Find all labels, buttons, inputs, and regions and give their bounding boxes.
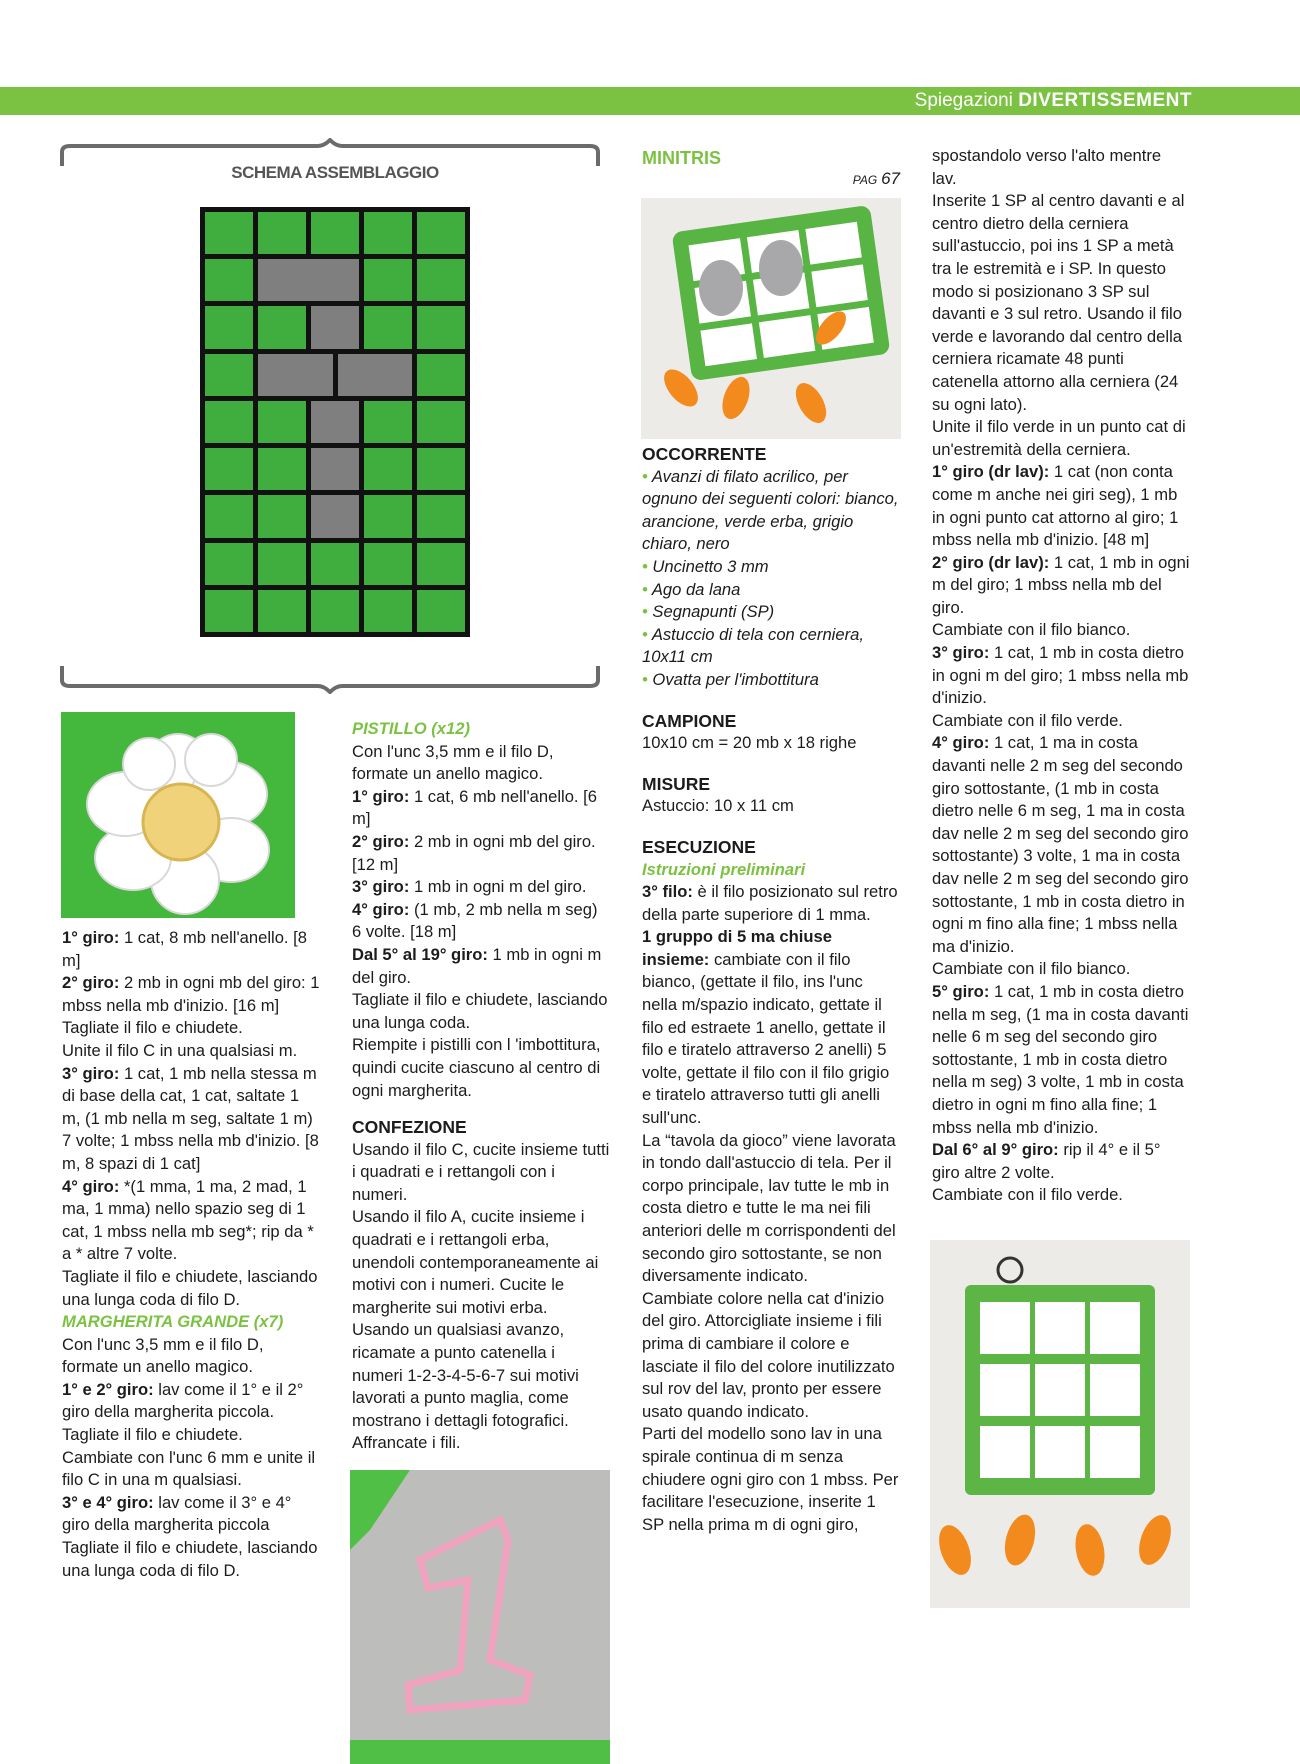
column-4 — [932, 145, 1190, 1207]
round-4: 4° giro: 1 cat, 1 ma in costa davanti nelle 2 m seg del secondo giro sottostante, (1 mb in costa dietro nelle 6 m seg, 1 ma in costa dav nelle 2 m seg del secondo giro sottostante) 3 volte, 1 ma in costa dav nelle 2 m seg del secondo giro sottostante, 1 mb in costa dietro in ogni m fino alla fine; 1 mbss nella ma d'inizio. — [932, 733, 1189, 956]
diagram-grass-cell — [205, 259, 253, 301]
paragraph: Con l'unc 3,5 mm e il filo D, formate un anello magico. — [352, 741, 554, 784]
round-2: 2° giro (dr lav): 1 cat, 1 mb in ogni m del giro; 1 mbss nella mb del giro. — [932, 552, 1190, 617]
diagram-grass-cell — [205, 354, 253, 396]
diagram-grass-cell — [364, 401, 412, 443]
diagram-grass-cell — [417, 401, 465, 443]
schema-title: SCHEMA ASSEMBLAGGIO — [231, 163, 439, 182]
diagram-grass-cell — [364, 495, 412, 537]
diagram-grass-cell — [258, 306, 306, 348]
round-2: 2° giro: 2 mb in ogni mb del giro. [12 m] — [352, 831, 596, 874]
diagram-grass-cell — [205, 495, 253, 537]
paragraph: Usando un qualsiasi avanzo, ricamate a punto catenella i numeri 1-2-3-4-5-6-7 sui motivi lavorati a punto maglia, come mostrano i dettagli fotografici. — [352, 1320, 579, 1430]
number-one-photo — [350, 1470, 610, 1764]
round-1: 1° giro (dr lav): 1 cat (non conta come m anche nei giri seg), 1 mb in ogni punto cat attorno al giro; 1 mbss nella mb d'inizio. [48 m] — [932, 462, 1179, 550]
round-2: 2° giro: 2 mb in ogni mb del giro: 1 mbss nella mb d'inizio. [16 m] — [62, 973, 320, 1015]
diagram-number-cell — [311, 448, 359, 490]
section-heading-pistillo: PISTILLO (x12) — [352, 719, 471, 738]
column-3 — [642, 147, 900, 189]
material-item: • Ago da lana — [642, 579, 741, 599]
diagram-grass-cell — [258, 590, 306, 632]
material-item: • Ovatta per l'imbottitura — [642, 669, 819, 689]
material-item: • Uncinetto 3 mm — [642, 556, 769, 576]
paragraph: Con l'unc 3,5 mm e il filo D, formate un anello magico. — [62, 1334, 264, 1377]
section-heading-confezione: CONFEZIONE — [352, 1117, 467, 1138]
round-1: 1° giro: 1 cat, 8 mb nell'anello. [8 m] — [62, 928, 307, 970]
diagram-grass-cell — [205, 590, 253, 632]
diagram-number-cell — [311, 401, 359, 443]
round-3: 3° giro: 1 mb in ogni m del giro. — [352, 877, 587, 897]
project-title: MINITRIS — [642, 148, 721, 168]
page-ref: PAG 67 — [852, 168, 900, 188]
paragraph: Unite il filo C in una qualsiasi m. — [62, 1040, 298, 1060]
paragraph: La “tavola da gioco” viene lavorata in tondo dall'astuccio di tela. Per il corpo principale, lav tutte le mb in costa dietro e tutte le ma nei fili anteriori delle m corrispondenti del secondo giro sottostante, se non diversamente indicato. — [642, 1130, 896, 1286]
material-item: • Avanzi di filato acrilico, per ognuno dei seguenti colori: bianco, arancione, verde erba, grigio chiaro, nero — [642, 466, 899, 554]
paragraph: Usando il filo C, cucite insieme tutti i quadrati e i rettangoli con i numeri. — [352, 1139, 610, 1204]
diagram-grass-cell — [258, 401, 306, 443]
diagram-grass-cell — [205, 448, 253, 490]
round-3: 3° giro: 1 cat, 1 mb nella stessa m di base della cat, 1 cat, saltate 1 m, (1 mb nella m seg, saltate 1 m) 7 volte; 1 mbss nella mb d'inizio. [8 m, 8 spazi di 1 cat] — [62, 1063, 319, 1173]
paragraph: Cambiate con l'unc 6 mm e unite il filo C in una m qualsiasi. — [62, 1447, 316, 1490]
diagram-grass-cell — [364, 590, 412, 632]
diagram-number-cell — [311, 495, 359, 537]
paragraph: Tagliate il filo e chiudete, lasciando una lunga coda di filo D. — [62, 1266, 318, 1309]
paragraph: Cambiate con il filo bianco. — [932, 959, 1131, 979]
section-heading-occorrente: OCCORRENTE — [642, 444, 767, 464]
header-bar — [0, 87, 1300, 115]
diagram-grass-cell — [205, 212, 253, 254]
paragraph: spostandolo verso l'alto mentre lav. — [932, 146, 1162, 188]
paragraph: Tagliate il filo e chiudete, lasciando una lunga coda. — [352, 990, 608, 1032]
header-text — [915, 90, 1192, 112]
material-item: • Astuccio di tela con cerniera, 10x11 cm — [642, 624, 864, 667]
round-5-19: Dal 5° al 19° giro: 1 mb in ogni m del giro. — [352, 944, 602, 987]
diagram-grass-cell — [364, 259, 412, 301]
round-6-9: Dal 6° al 9° giro: rip il 4° e il 5° giro altre 2 volte. — [932, 1140, 1161, 1182]
diagram-grass-cell — [258, 543, 306, 585]
paragraph: Riempite i pistilli con l 'imbottitura, quindi cucite ciascuno al centro di ogni margherita. — [352, 1035, 601, 1100]
diagram-grass-cell — [311, 543, 359, 585]
paragraph: 3° filo: è il filo posizionato sul retro della parte superiore di 1 mma. — [642, 882, 898, 924]
diagram-number-cell — [311, 306, 359, 348]
diagram-grass-cell — [258, 212, 306, 254]
section-heading-esecuzione: ESECUZIONE — [642, 836, 756, 857]
board-photo — [930, 1240, 1190, 1608]
minitris-photo — [641, 198, 901, 439]
diagram-number-cell — [258, 259, 359, 301]
header-title: DIVERTISSEMENT — [1018, 90, 1192, 111]
subheading-istruzioni: Istruzioni preliminari — [642, 859, 806, 879]
diagram-grass-cell — [205, 306, 253, 348]
paragraph: Cambiate con il filo verde. — [932, 1185, 1123, 1205]
column-2 — [352, 718, 610, 1455]
diagram-grass-cell — [417, 259, 465, 301]
round-3-4: 3° e 4° giro: lav come il 3° e 4° giro della margherita piccola — [62, 1492, 292, 1535]
paragraph: 10x10 cm = 20 mb x 18 righe — [642, 733, 857, 753]
round-1-2: 1° e 2° giro: lav come il 1° e il 2° giro della margherita piccola. — [62, 1379, 304, 1422]
section-heading-margherita: MARGHERITA GRANDE (x7) — [62, 1312, 284, 1332]
round-1: 1° giro: 1 cat, 6 mb nell'anello. [6 m] — [352, 786, 597, 829]
column-3-body — [642, 443, 900, 1536]
diagram-grass-cell — [417, 448, 465, 490]
diagram-number-cell — [338, 354, 413, 396]
diagram-grass-cell — [417, 495, 465, 537]
diagram-number-cell — [258, 354, 333, 396]
diagram-grass-cell — [417, 306, 465, 348]
diagram-grass-cell — [364, 212, 412, 254]
paragraph: Inserite 1 SP al centro davanti e al centro dietro della cerniera sull'astuccio, poi ins 1 SP a metà tra le estremità e i SP. In questo modo si posizionano 3 SP sul davanti e 3 sul retro. Usando il filo verde e lavorando dal centro della cerniera ricamate 48 punti catenella attorno alla cerniera (24 su ogni lato). — [932, 191, 1185, 414]
paragraph: Tagliate il filo e chiudete. — [62, 1018, 243, 1038]
section-heading-misure: MISURE — [642, 773, 711, 794]
diagram-grass-cell — [311, 590, 359, 632]
diagram-grass-cell — [364, 543, 412, 585]
round-4: 4° giro: *(1 mma, 1 ma, 2 mad, 1 ma, 1 mma) nello spazio seg di 1 cat, 1 mbss nella mb seg*; rip da * a * altre 7 volte. — [62, 1176, 314, 1264]
round-5: 5° giro: 1 cat, 1 mb in costa dietro nella m seg, (1 ma in costa davanti nelle 6 m seg del secondo giro sottostante, 1 mb in costa dietro nella m seg) 3 volte, 1 mb in costa dietro in ogni m fino alla fine; 1 mbss nella mb d'inizio. — [932, 981, 1189, 1137]
assembly-diagram — [200, 207, 470, 637]
paragraph: Unite il filo verde in un punto cat di un'estremità della cerniera. — [932, 417, 1186, 459]
section-heading-campione: CAMPIONE — [642, 710, 737, 731]
paragraph: Astuccio: 10 x 11 cm — [642, 796, 794, 816]
paragraph: 1 gruppo di 5 ma chiuse insieme: cambiate con il filo bianco, (gettate il filo, ins l'unc nella m/spazio indicato, gettate il filo ed estraete 1 anello, gettate il filo e tiratelo attraverso 2 anelli) 5 volte, gettate il filo con il filo grigio e tiratelo attraverso tutti gli anelli sull'unc. — [642, 927, 890, 1128]
paragraph: Affrancate i fili. — [352, 1433, 461, 1453]
diagram-grass-cell — [364, 448, 412, 490]
diagram-grass-cell — [417, 354, 465, 396]
diagram-grass-cell — [205, 543, 253, 585]
paragraph: Cambiate colore nella cat d'inizio del giro. Attorcigliate insieme i fili prima di cambiare il colore e lasciate il filo del colore inutilizzato sul rov del lav, pronto per essere usato quando indicato. — [642, 1288, 895, 1421]
paragraph: Cambiate con il filo verde. — [932, 710, 1123, 730]
material-item: • Segnapunti (SP) — [642, 602, 775, 622]
paragraph: Parti del modello sono lav in una spirale continua di m senza chiudere ogni giro con 1 mbss. Per facilitare l'esecuzione, inserite 1 SP nella prima m di ogni giro, — [642, 1424, 899, 1534]
header-prefix: Spiegazioni — [914, 90, 1013, 111]
round-3: 3° giro: 1 cat, 1 mb in costa dietro in ogni m del giro; 1 mbss nella mb d'inizio. — [932, 643, 1189, 708]
paragraph: Tagliate il filo e chiudete. — [62, 1425, 243, 1445]
diagram-grass-cell — [205, 401, 253, 443]
paragraph: Tagliate il filo e chiudete, lasciando una lunga coda di filo D. — [62, 1538, 318, 1580]
column-1 — [62, 927, 320, 1582]
schema-bottom-brace — [60, 662, 600, 694]
paragraph: Usando il filo A, cucite insieme i quadrati e i rettangoli erba, unendoli contemporaneamente ai motivi con i numeri. Cucite le margherite sui motivi erba. — [352, 1207, 599, 1317]
diagram-grass-cell — [258, 495, 306, 537]
round-4: 4° giro: (1 mb, 2 mb nella m seg) 6 volte. [18 m] — [352, 899, 598, 942]
diagram-grass-cell — [417, 590, 465, 632]
diagram-grass-cell — [258, 448, 306, 490]
daisy-photo — [61, 712, 295, 918]
diagram-grass-cell — [364, 306, 412, 348]
diagram-grass-cell — [417, 212, 465, 254]
diagram-grass-cell — [311, 212, 359, 254]
diagram-grass-cell — [417, 543, 465, 585]
paragraph: Cambiate con il filo bianco. — [932, 620, 1131, 640]
